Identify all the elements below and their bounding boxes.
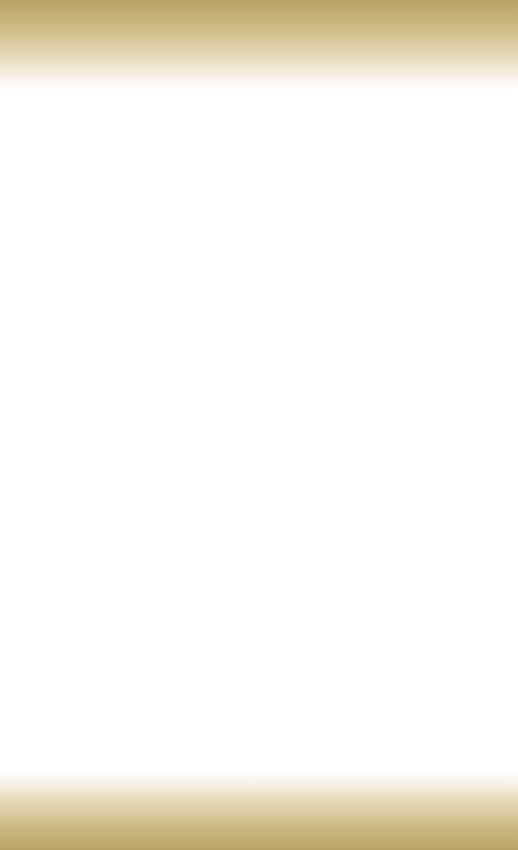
crest-pattern-bottom bbox=[0, 770, 518, 850]
top-decorative-band bbox=[0, 0, 518, 92]
crest-pattern-top bbox=[0, 0, 518, 92]
bottom-decorative-band bbox=[0, 770, 518, 850]
